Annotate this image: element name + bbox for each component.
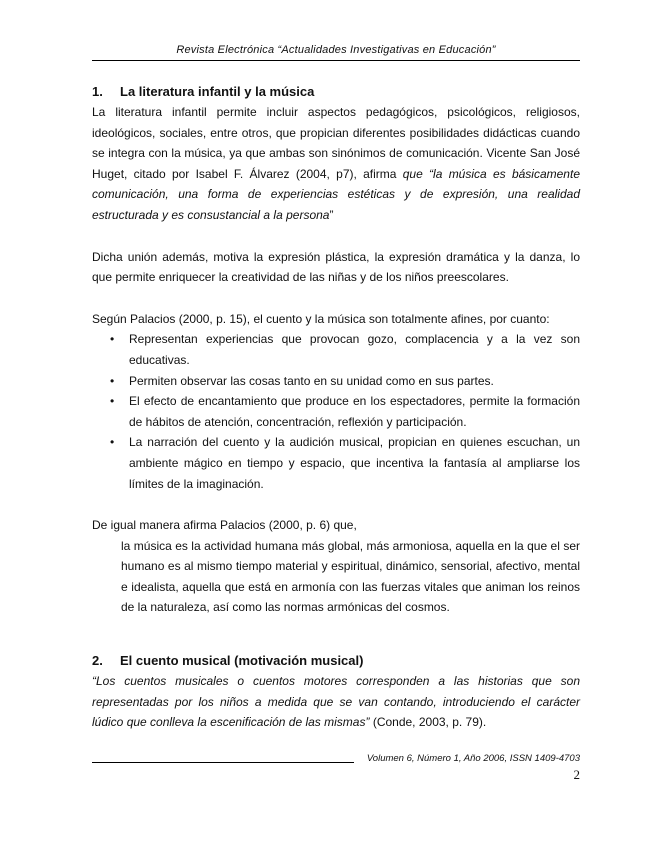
inline-quote: que “la música es básicamente comunicación, una forma de experiencias estéticas y de expresión, una realidad estructurada y es consustancial a la persona xyxy=(92,166,580,222)
header-rule xyxy=(92,60,580,61)
list-item xyxy=(92,371,580,392)
section-1-heading xyxy=(92,82,580,102)
closing-quote-mark: ” xyxy=(329,207,334,222)
section-1-paragraph-1 xyxy=(92,102,580,226)
bullet-icon: • xyxy=(110,373,115,388)
bullet-icon: • xyxy=(110,332,115,347)
section-1-title: La literatura infantil y la música xyxy=(120,84,315,99)
bullet-icon: • xyxy=(110,435,115,450)
list-item xyxy=(92,329,580,370)
paragraph-text: La literatura infantil permite incluir aspectos pedagógicos, psicológicos, religiosos, ideológicos, sociales, entre otros, que propician diferentes posibilidades didácticas cuando se integra con la música, ya que ambas son sinónimos de comunicación. Vicente San José Huget, citado por Isabel F. Álvarez (2004, p7), afirma xyxy=(92,105,580,181)
bullet-icon: • xyxy=(110,394,115,409)
section-1-paragraph-2: Dicha unión además, motiva la expresión plástica, la expresión dramática y la danza, lo que permite enriquecer la creatividad de las niñas y de los niños preescolares. xyxy=(92,249,580,285)
running-header: Revista Electrónica “Actualidades Investigativas en Educación” xyxy=(176,44,496,56)
inline-quote: “Los cuentos musicales o cuentos motores corresponden a las historias que son representadas por los niños a medida que se van contando, introduciendo el carácter lúdico que conlleva la escenificación de las mismas” xyxy=(92,674,580,730)
section-2-heading xyxy=(92,651,580,671)
list-item-text: Representan experiencias que provocan gozo, complacencia y a la vez son educativas. xyxy=(129,332,580,367)
journal-info: Volumen 6, Número 1, Año 2006, ISSN 1409-4703 xyxy=(366,753,580,764)
section-2-title: El cuento musical (motivación musical) xyxy=(120,653,364,669)
list-item-text: Permiten observar las cosas tanto en su unidad como en sus partes. xyxy=(129,373,494,388)
section-1-number: 1. xyxy=(92,84,103,99)
page-number: 2 xyxy=(573,767,580,782)
bullet-list xyxy=(92,329,580,494)
list-item-text: La narración del cuento y la audición musical, propician en quienes escuchan, un ambiente mágico en tiempo y espacio, que incentiva la fantasía al ampliarse los límites de la imaginación. xyxy=(129,435,580,491)
list-item xyxy=(92,432,580,494)
section-1-paragraph-4: De igual manera afirma Palacios (2000, p. 6) que, xyxy=(92,518,357,533)
footer-rule xyxy=(92,762,354,763)
section-2-paragraph-1 xyxy=(92,671,580,733)
list-item xyxy=(92,391,580,432)
section-1-paragraph-3: Según Palacios (2000, p. 15), el cuento y la música son totalmente afines, por cuanto: xyxy=(92,311,550,326)
list-item-text: El efecto de encantamiento que produce en los espectadores, permite la formación de hábitos de atención, concentración, reflexión y participación. xyxy=(129,394,580,429)
citation: (Conde, 2003, p. 79). xyxy=(369,715,487,730)
block-quote: la música es la actividad humana más global, más armoniosa, aquella en la que el ser humano es al mismo tiempo material y espiritual, dinámico, sensorial, afectivo, mental e idealista, aquella que está en armonía con las fuerzas vitales que animan los reinos de la naturaleza, así como las normas armónicas del cosmos. xyxy=(121,538,580,615)
article-body xyxy=(92,82,580,733)
section-2-number: 2. xyxy=(92,653,103,669)
